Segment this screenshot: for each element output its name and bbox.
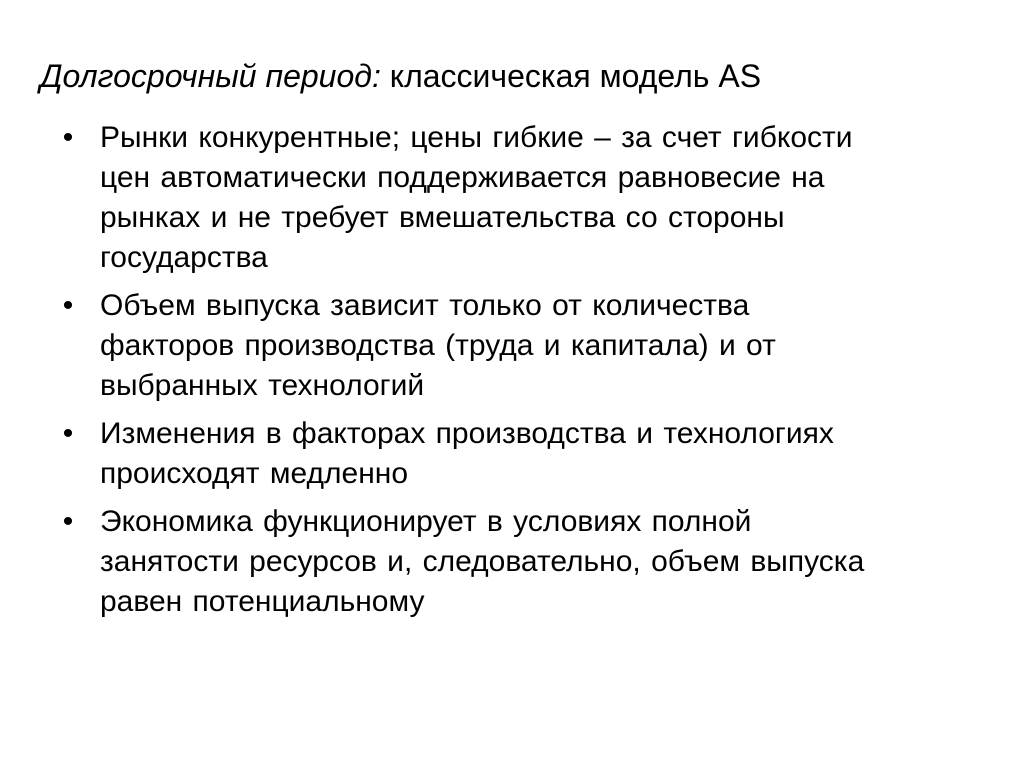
- bullet-item-4: [58, 502, 978, 622]
- bullet-line: равен потенциальному: [100, 585, 425, 618]
- bullet-line: Экономика функционирует в условиях полной: [100, 505, 752, 538]
- bullet-line: Изменения в факторах производства и технологиях: [100, 417, 834, 450]
- bullet-item-3: [58, 414, 978, 494]
- title-regular-part: классическая модель AS: [380, 58, 762, 94]
- bullet-line: факторов производства (труда и капитала) и от: [100, 329, 776, 362]
- bullet-line: выбранных технологий: [100, 369, 425, 402]
- bullet-icon: •: [62, 121, 74, 154]
- bullet-line: занятости ресурсов и, следовательно, объем выпуска: [100, 545, 865, 578]
- bullet-item-1: [58, 118, 978, 278]
- bullet-line: происходят медленно: [100, 457, 409, 490]
- bullet-line: рынках и не требует вмешательства со стороны: [100, 201, 785, 234]
- title-italic-part: Долгосрочный период:: [40, 58, 381, 94]
- bullet-item-2: [58, 286, 978, 406]
- slide-title: [40, 56, 1000, 96]
- bullet-line: государства: [100, 241, 268, 274]
- bullet-icon: •: [62, 417, 74, 450]
- bullet-line: Объем выпуска зависит только от количества: [100, 289, 750, 322]
- bullet-line: цен автоматически поддерживается равновесие на: [100, 161, 825, 194]
- bullet-icon: •: [62, 289, 74, 322]
- bullet-list: [58, 118, 978, 630]
- bullet-icon: •: [62, 505, 74, 538]
- bullet-line: Рынки конкурентные; цены гибкие – за счет гибкости: [100, 121, 853, 154]
